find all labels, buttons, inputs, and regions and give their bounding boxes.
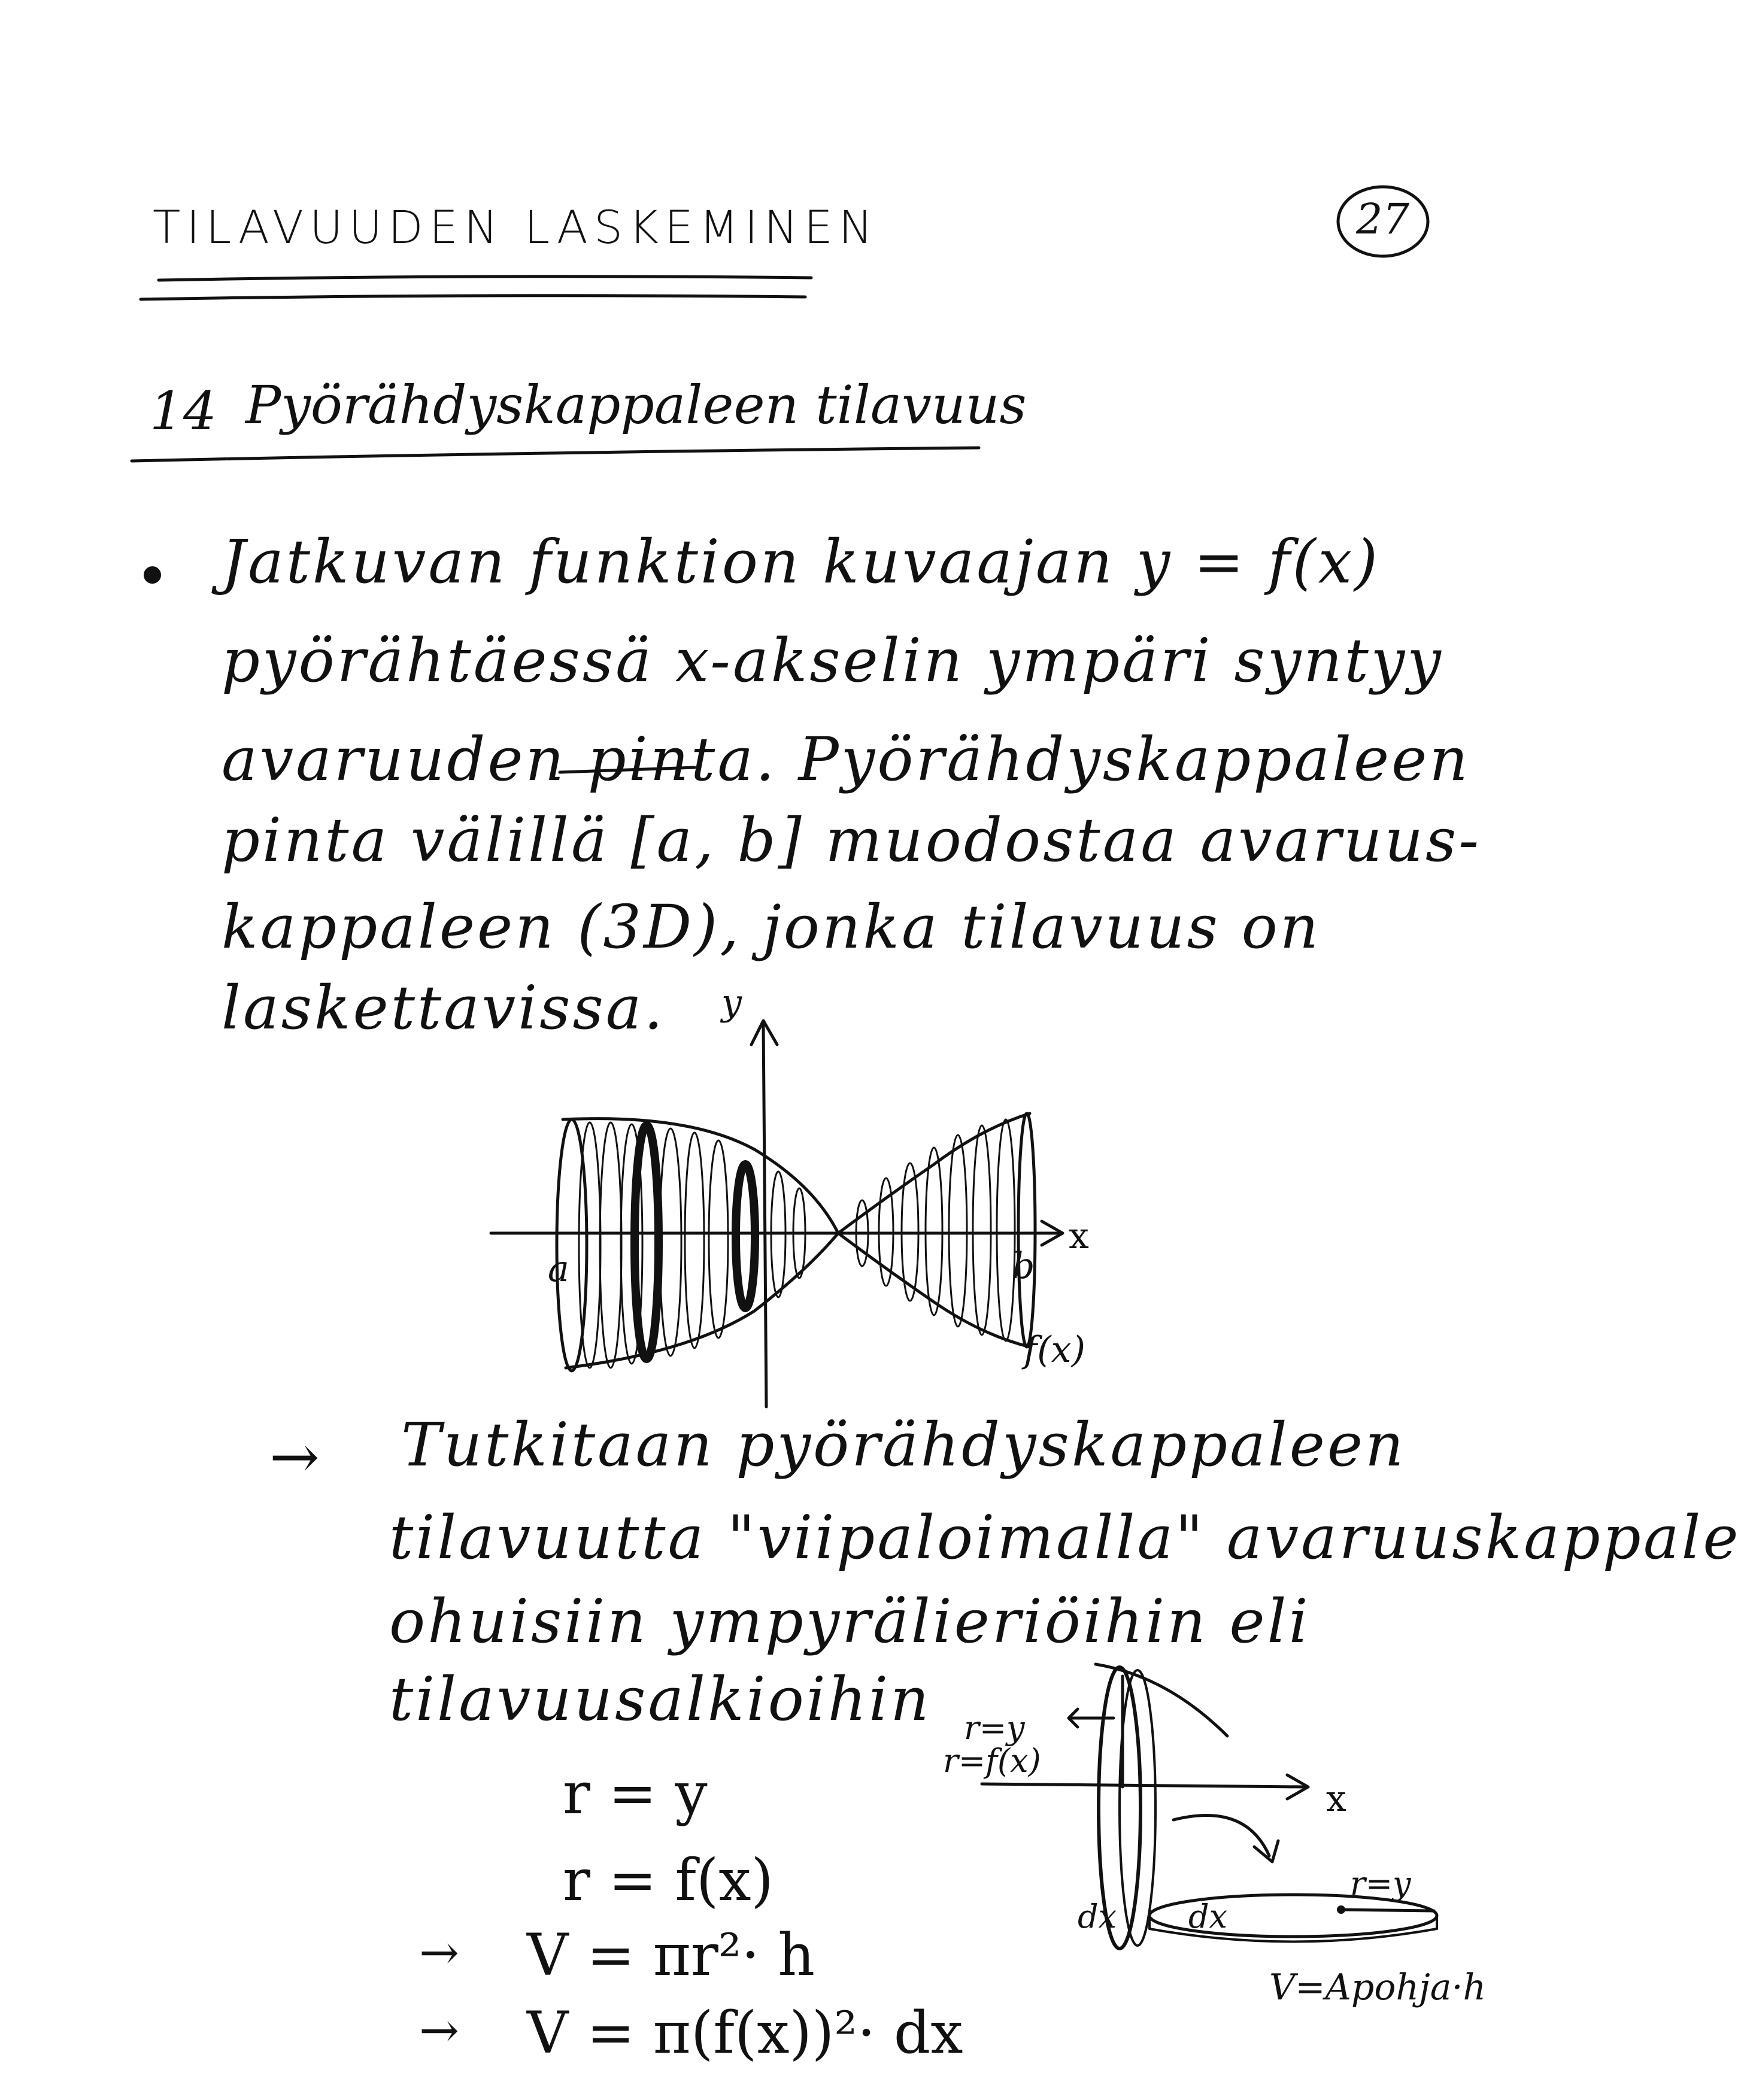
figure2-curve — [1096, 1664, 1227, 1736]
title-underline-1 — [159, 277, 811, 280]
figure2-disk-radius: r=y — [1350, 1865, 1411, 1902]
figure1-point-a: a — [548, 1248, 569, 1290]
page-number-circle — [1338, 187, 1428, 256]
formula-r-eq-y: r = y — [563, 1760, 708, 1827]
paragraph2-line-4: tilavuusalkioihin — [389, 1664, 932, 1734]
section-underline — [132, 448, 979, 461]
title-underline-2 — [141, 296, 805, 299]
figure1-y-label: y — [721, 982, 742, 1024]
figure1-right-end — [1018, 1113, 1035, 1347]
section-number: 14 — [150, 380, 217, 442]
paragraph-line-2: pyörähtäessä x-akselin ympäri syntyy — [222, 626, 1443, 696]
figure2-flat-disc — [1149, 1895, 1437, 1937]
figure2-dx-label-2: dx — [1188, 1898, 1228, 1935]
formula-r-eq-fx: r = f(x) — [563, 1847, 774, 1914]
figure2-flat-disc-center — [1337, 1905, 1345, 1914]
paragraph2-line-1: Tutkitaan pyörähdyskappaleen — [401, 1410, 1406, 1480]
paragraph-line-4: pinta välillä [a, b] muodostaa avaruus- — [222, 805, 1482, 875]
paragraph-line-6: laskettavissa. — [222, 973, 666, 1043]
figure1-curve-label: f(x) — [1024, 1329, 1085, 1371]
formula-arrow-1: → — [419, 1925, 460, 1980]
figure2-x-axis — [982, 1784, 1305, 1787]
formula-volume-integrand: V = π(f(x))²· dx — [527, 1999, 963, 2066]
formula-arrow-2: → — [419, 2002, 460, 2058]
paragraph2-arrow: → — [269, 1422, 322, 1492]
paragraph-line-3: avaruuden pinta. Pyörähdyskappaleen — [222, 724, 1470, 794]
page-title: TILAVUUDEN LASKEMINEN — [153, 201, 879, 254]
paragraph-line-5: kappaleen (3D), jonka tilavuus on — [222, 892, 1321, 962]
section-title: Pyörähdyskappaleen tilavuus — [245, 374, 1027, 436]
figure2-r-eq-y: r=y — [964, 1709, 1025, 1747]
figure2-x-label: x — [1326, 1778, 1346, 1820]
figure1-slices — [579, 1119, 1015, 1368]
figure1-thick-slice-2 — [736, 1164, 755, 1308]
figure2-flat-disc-radius — [1341, 1910, 1434, 1911]
formula-volume-disc: V = πr²· h — [527, 1922, 815, 1989]
page-number: 27 — [1356, 195, 1410, 244]
figure2-dx-label-1: dx — [1078, 1898, 1117, 1935]
paragraph2-line-3: ohuisiin ympyrälieriöihin eli — [389, 1586, 1311, 1656]
figure1-thick-slice-1 — [635, 1125, 659, 1359]
bullet: • — [135, 542, 172, 612]
paragraph2-line-2: tilavuutta "viipaloimalla" avaruuskappale — [389, 1503, 1741, 1573]
figure1-point-b: b — [1012, 1245, 1035, 1287]
figure2-transform-arrow — [1173, 1816, 1269, 1856]
pinta-underline — [560, 767, 694, 772]
figure1-x-label: x — [1069, 1215, 1089, 1257]
figure2-disc-back — [1120, 1670, 1155, 1946]
figure1-y-axis — [763, 1024, 766, 1407]
figure2-r-eq-fx: r=f(x) — [943, 1742, 1041, 1780]
figure2-volume-formula: V=Apohja·h — [1269, 1967, 1487, 2008]
figure2-radius-arrow — [1069, 1709, 1114, 1727]
paragraph-line-1: Jatkuvan funktion kuvaajan y = f(x) — [222, 527, 1381, 597]
